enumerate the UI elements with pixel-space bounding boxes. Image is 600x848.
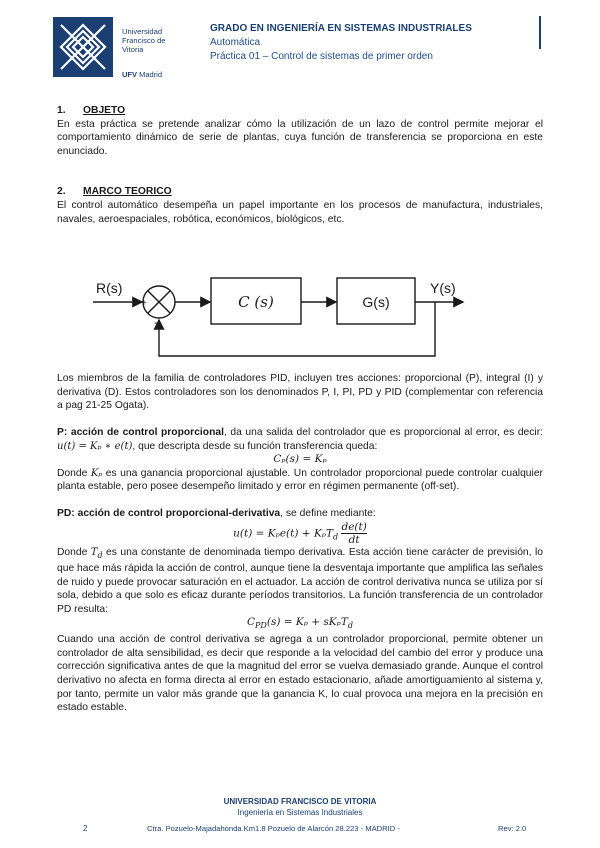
pd-control-paragraph: PD: acción de control proporcional-derivativa, se define mediante: <box>57 507 376 519</box>
footer-university: UNIVERSIDAD FRANCISCO DE VITORIA <box>223 797 377 806</box>
footer-address: Ctra. Pozuelo-Majadahonda Km1.8 Pozuelo de Alarcón 28.223 - MADRID - <box>147 824 400 833</box>
section-heading-marco: 2. MARCO TEORICO <box>57 186 172 198</box>
document-body <box>57 104 543 715</box>
marco-paragraph: El control automático desempeña un papel importante en los procesos de manufactura, industriales, navales, aeroespaciales, robótica, económicos, biológicos, etc. <box>57 199 543 225</box>
pd-donde-paragraph: Donde $T_d$ es una constante de denominada tiempo derivativa. Esta acción tiene carácter de previsión, lo que hace más rápida la acción de control, aunque tiene la desventaja importante que amplifica las señales de ruido y puede provocar saturación en el actuador. La acción de control derivativa nunca se utiliza por sí sola, debido a que solo es eficaz durante períodos transitorios. La función transferencia de un controlador PD resulta: <box>57 546 543 615</box>
diagram-input-label: R(s) <box>96 280 123 297</box>
practice-title: Práctica 01 – Control de sistemas de primer orden <box>210 51 433 62</box>
header-divider <box>539 16 541 49</box>
section-heading-objeto: 1. OBJETO <box>57 105 126 116</box>
summing-plus: + <box>141 298 147 310</box>
document-header <box>210 22 472 64</box>
pd-transfer-equation: $C_{PD}(s) = K_p + sK_pT_d$ <box>247 616 353 631</box>
objeto-paragraph: En esta práctica se pretende analizar cómo la utilización de un lazo de control permite mejorar el comportamiento dinámico de serie de plantas, cuya función de transferencia se proporciona en este enunciado. <box>57 118 543 157</box>
controller-label: C (s) <box>238 293 274 312</box>
footer-revision: Rev: 2.0 <box>498 824 527 833</box>
summing-junction <box>143 286 175 318</box>
p-control-paragraph: P: acción de control proporcional, da una salida del controlador que es proporcional al error, es decir: u(t) = Kₚ ∗ e(t), que descripta desde su función transferencia queda: <box>57 426 543 452</box>
pd-time-equation: u(t) = Kₚe(t) + KₚT$_d$ $\frac{de(t)}{dt}$ <box>233 520 367 546</box>
summing-minus: - <box>154 317 158 330</box>
p-donde-paragraph: Donde Kₚ es una ganancia proporcional ajustable. Un controlador proporcional puede controlar cualquier planta estable, pero posee desempeño limitado y error en régimen permanente (off-set). <box>57 467 543 493</box>
subject-name: Automática <box>210 37 261 48</box>
plant-label: G(s) <box>362 294 390 311</box>
ufv-logo <box>53 17 113 77</box>
footer-degree: Ingeniería en Sistemas Industriales <box>237 808 363 817</box>
diagram-output-label: Y(s) <box>430 280 456 297</box>
university-name: Universidad Francisco de Vitoria <box>122 27 166 54</box>
ufv-madrid-label: UFV Madrid <box>122 70 163 79</box>
pid-intro-paragraph: Los miembros de la familia de controladores PID, incluyen tres acciones: proporcional (P), integral (I) y derivativa (D). Estos controladores son los denominados P, I, PI, PD y PID (complementar con referencia a pag 21-25 Ogata). <box>57 373 543 412</box>
derivative-final-paragraph: Cuando una acción de control derivativa se agrega a un controlador proporcional, permite obtener un controlador de alta sensibilidad, es decir que responde a la velocidad del cambio del error y produce una corrección significativa antes de que la magnitud del error se vuelva demasiado grande. Aunque el control derivativo no afecta en forma directa al error en estado estacionario, añade amortiguamiento al sistema y, por tanto, permite un valor más grande que la ganancia K, lo cual provoca una mejora en la precisión en estado estable. <box>57 634 543 714</box>
block-diagram <box>53 226 543 372</box>
p-transfer-equation: Cₚ(s) = Kₚ <box>273 453 327 466</box>
degree-title: GRADO EN INGENIERÍA EN SISTEMAS INDUSTRIALES <box>210 23 472 34</box>
footer-page-number: 2 <box>83 824 88 833</box>
